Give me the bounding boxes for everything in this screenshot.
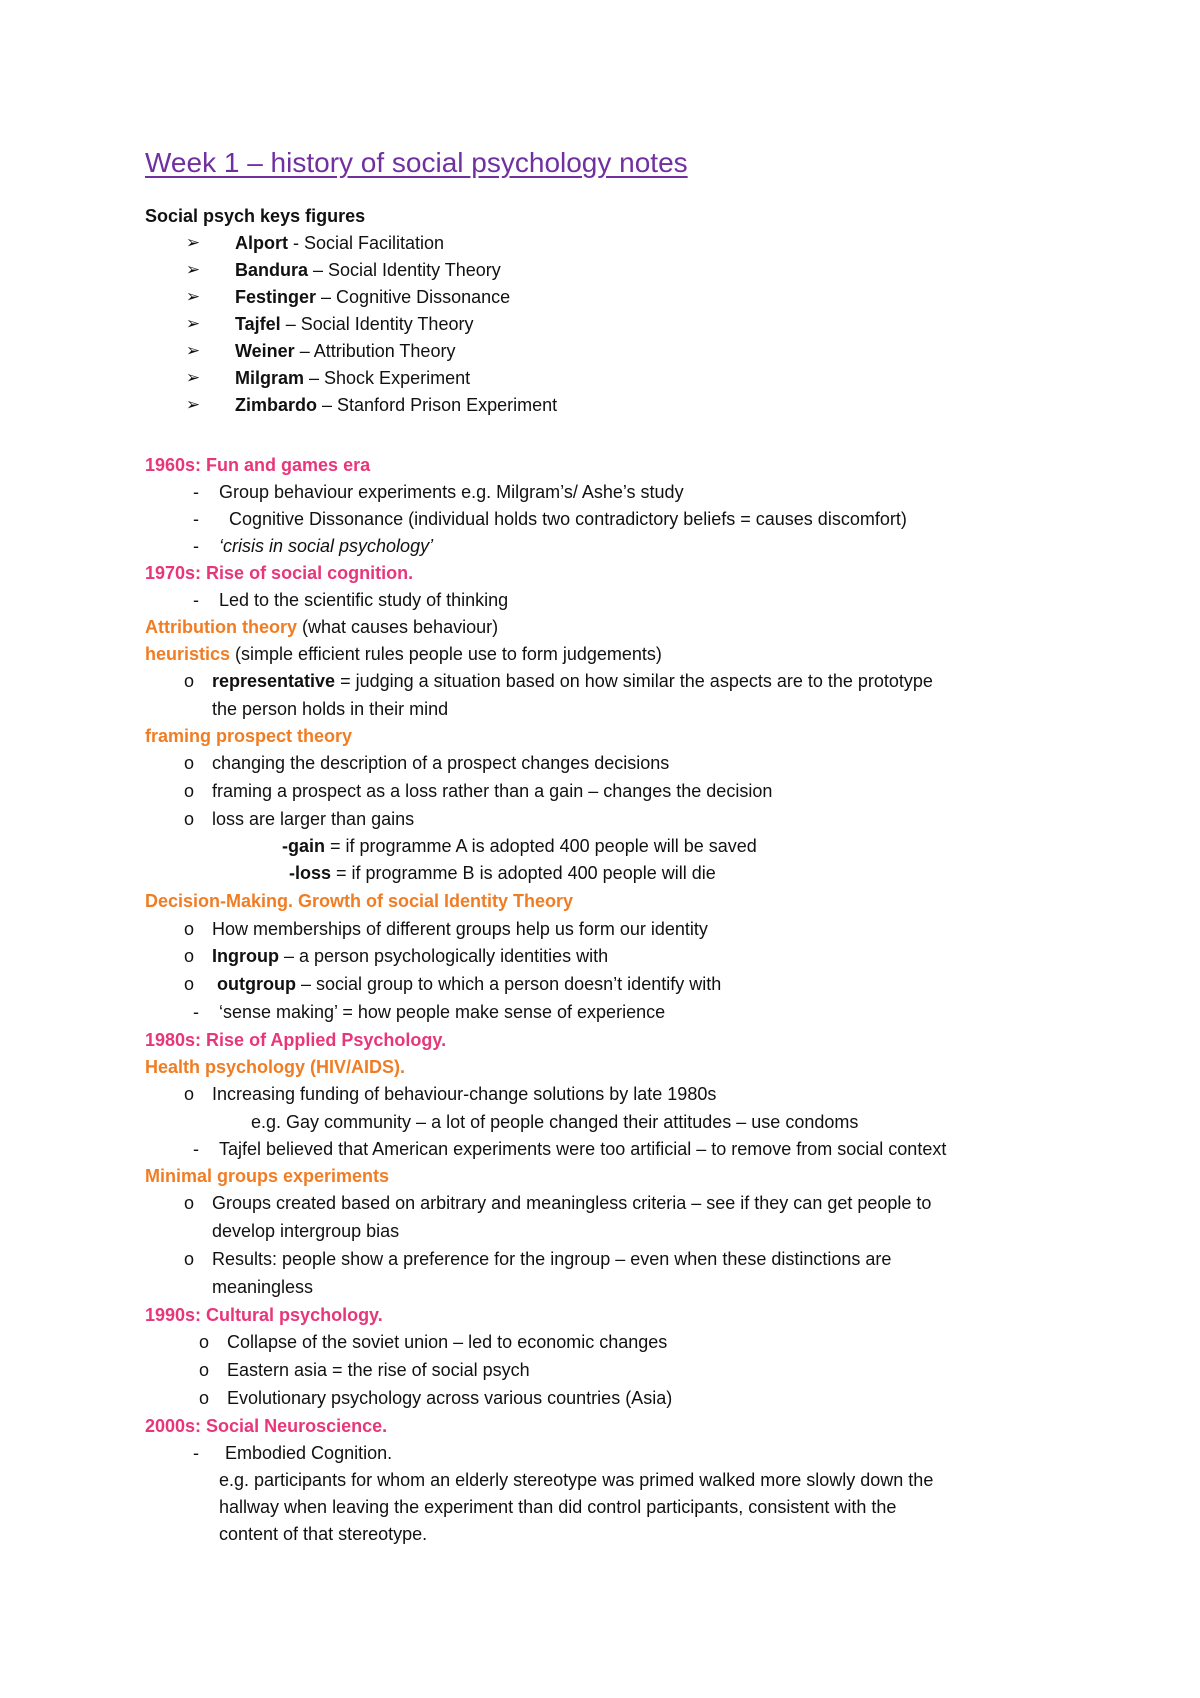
arrow-bullet-icon: ➢ xyxy=(185,368,201,387)
section-heading-1970s: 1970s: Rise of social cognition. xyxy=(145,563,414,583)
results-continuation: meaningless xyxy=(212,1277,314,1297)
list-item: ➢ Zimbardo – Stanford Prison Experiment xyxy=(0,392,1200,418)
circle-bullet: o xyxy=(183,1084,194,1104)
list-item: ➢ Festinger – Cognitive Dissonance xyxy=(0,284,1200,310)
dash-bullet: - xyxy=(193,590,199,610)
circle-bullet: o xyxy=(183,671,194,691)
section-heading-1960s: 1960s: Fun and games era xyxy=(145,455,371,475)
decision-making-heading: Decision-Making. Growth of social Identity Theory xyxy=(145,891,574,911)
dash-bullet: - xyxy=(193,1139,199,1159)
list-item: o Results: people show a preference for the ingroup – even when these distinctions are xyxy=(0,1246,1200,1272)
arrow-bullet-icon: ➢ xyxy=(185,314,201,333)
list-item: - Embodied Cognition. xyxy=(0,1440,1200,1466)
circle-bullet: o xyxy=(183,781,194,801)
list-item: o outgroup – social group to which a person doesn’t identify with xyxy=(0,971,1200,997)
gay-community-example: e.g. Gay community – a lot of people changed their attitudes – use condoms xyxy=(251,1112,859,1132)
list-item: o Evolutionary psychology across various countries (Asia) xyxy=(0,1385,1200,1411)
arrow-bullet-icon: ➢ xyxy=(185,395,201,414)
arrow-bullet-icon: ➢ xyxy=(185,260,201,279)
circle-bullet: o xyxy=(198,1360,209,1380)
list-item: o representative = judging a situation based on how similar the aspects are to the prototype xyxy=(0,668,1200,694)
list-item: o Ingroup – a person psychologically identities with xyxy=(0,943,1200,969)
circle-bullet: o xyxy=(183,946,194,966)
attribution-theory-line: Attribution theory (what causes behaviour) xyxy=(145,617,499,637)
list-item: - Tajfel believed that American experiments were too artificial – to remove from social context xyxy=(0,1136,1200,1162)
embodied-example-line: content of that stereotype. xyxy=(219,1524,428,1544)
list-item: o How memberships of different groups help us form our identity xyxy=(0,916,1200,942)
dash-bullet: - xyxy=(193,1443,199,1463)
circle-bullet: o xyxy=(183,1193,194,1213)
list-item: ➢ Bandura – Social Identity Theory xyxy=(0,257,1200,283)
arrow-bullet-icon: ➢ xyxy=(185,287,201,306)
embodied-example-line: e.g. participants for whom an elderly stereotype was primed walked more slowly down the xyxy=(219,1470,934,1490)
list-item: o loss are larger than gains xyxy=(0,806,1200,832)
list-item: - ‘crisis in social psychology’ xyxy=(0,533,1200,559)
arrow-bullet-icon: ➢ xyxy=(185,341,201,360)
list-item: o Groups created based on arbitrary and meaningless criteria – see if they can get people to xyxy=(0,1190,1200,1216)
list-item: - ‘sense making’ = how people make sense of experience xyxy=(0,999,1200,1025)
loss-example: -loss = if programme B is adopted 400 people will die xyxy=(289,863,716,883)
list-item: o Collapse of the soviet union – led to economic changes xyxy=(0,1329,1200,1355)
heuristics-line: heuristics (simple efficient rules people use to form judgements) xyxy=(145,644,662,664)
representative-continuation: the person holds in their mind xyxy=(212,699,449,719)
dash-bullet: - xyxy=(193,536,199,556)
list-item: ➢ Tajfel – Social Identity Theory xyxy=(0,311,1200,337)
list-item: - Cognitive Dissonance (individual holds two contradictory beliefs = causes discomfort) xyxy=(0,506,1200,532)
arrow-bullet-icon: ➢ xyxy=(185,233,201,252)
circle-bullet: o xyxy=(183,809,194,829)
circle-bullet: o xyxy=(183,1249,194,1269)
dash-bullet: - xyxy=(193,1002,199,1022)
list-item: - Group behaviour experiments e.g. Milgram’s/ Ashe’s study xyxy=(0,479,1200,505)
list-item: o changing the description of a prospect changes decisions xyxy=(0,750,1200,776)
list-item: o Increasing funding of behaviour-change solutions by late 1980s xyxy=(0,1081,1200,1107)
framing-prospect-theory-heading: framing prospect theory xyxy=(145,726,353,746)
list-item: o Eastern asia = the rise of social psych xyxy=(0,1357,1200,1383)
gain-example: -gain = if programme A is adopted 400 people will be saved xyxy=(282,836,757,856)
embodied-example-line: hallway when leaving the experiment than did control participants, consistent with the xyxy=(219,1497,897,1517)
circle-bullet: o xyxy=(183,753,194,773)
list-item: ➢ Milgram – Shock Experiment xyxy=(0,365,1200,391)
circle-bullet: o xyxy=(183,974,194,994)
section-heading-1990s: 1990s: Cultural psychology. xyxy=(145,1305,383,1325)
list-item: ➢ Alport - Social Facilitation xyxy=(0,230,1200,256)
health-psychology-heading: Health psychology (HIV/AIDS). xyxy=(145,1057,406,1077)
section-heading-2000s: 2000s: Social Neuroscience. xyxy=(145,1416,388,1436)
dash-bullet: - xyxy=(193,509,199,529)
circle-bullet: o xyxy=(198,1388,209,1408)
circle-bullet: o xyxy=(183,919,194,939)
groups-created-continuation: develop intergroup bias xyxy=(212,1221,400,1241)
key-figures-heading: Social psych keys figures xyxy=(145,206,366,226)
list-item: o framing a prospect as a loss rather than a gain – changes the decision xyxy=(0,778,1200,804)
dash-bullet: - xyxy=(193,482,199,502)
minimal-groups-heading: Minimal groups experiments xyxy=(145,1166,390,1186)
list-item: ➢ Weiner – Attribution Theory xyxy=(0,338,1200,364)
section-heading-1980s: 1980s: Rise of Applied Psychology. xyxy=(145,1030,447,1050)
list-item: - Led to the scientific study of thinking xyxy=(0,587,1200,613)
circle-bullet: o xyxy=(198,1332,209,1352)
page-title: Week 1 – history of social psychology notes xyxy=(145,147,688,178)
